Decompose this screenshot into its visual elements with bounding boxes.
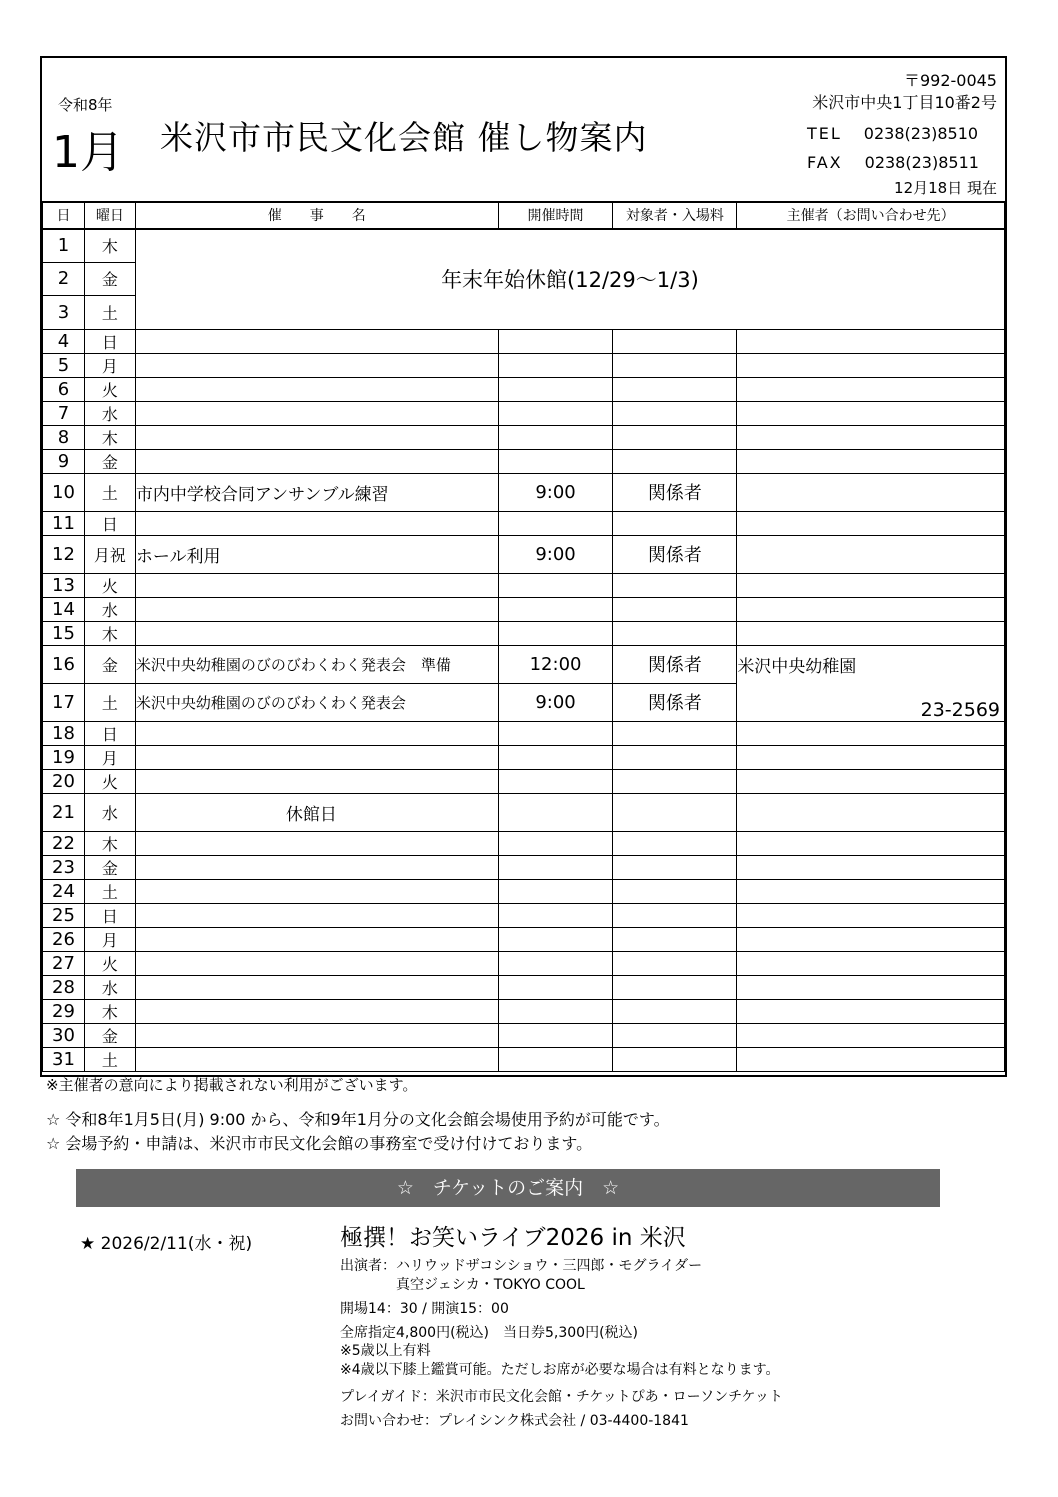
table-row xyxy=(43,879,1005,903)
weekday: 日 xyxy=(84,511,135,535)
event-audience xyxy=(613,903,737,927)
table-row xyxy=(43,329,1005,353)
address: 米沢市中央1丁目10番2号 xyxy=(812,93,997,112)
event-organizer xyxy=(737,329,1005,353)
table-row xyxy=(43,511,1005,535)
day-number: 11 xyxy=(43,511,85,535)
weekday: 水 xyxy=(84,975,135,999)
tel-label: TEL xyxy=(807,124,842,143)
event-time xyxy=(498,425,613,449)
event-organizer xyxy=(737,951,1005,975)
event-audience xyxy=(613,329,737,353)
fax-line xyxy=(807,153,979,172)
event-time xyxy=(498,831,613,855)
weekday: 水 xyxy=(84,793,135,831)
weekday: 木 xyxy=(84,999,135,1023)
month-label: 1月 xyxy=(52,127,124,178)
day-number: 13 xyxy=(43,573,85,597)
fax-label: FAX xyxy=(807,153,843,172)
day-number: 26 xyxy=(43,927,85,951)
weekday: 日 xyxy=(84,329,135,353)
event-time xyxy=(498,1023,613,1047)
event-audience: 関係者 xyxy=(613,535,737,573)
weekday: 土 xyxy=(84,1047,135,1071)
ticket-detail-line: 全席指定4,800円(税込) 当日券5,300円(税込) xyxy=(340,1325,639,1341)
fax-number: 0238(23)8511 xyxy=(864,153,979,172)
day-number: 18 xyxy=(43,721,85,745)
event-organizer xyxy=(737,377,1005,401)
event-organizer xyxy=(737,511,1005,535)
table-row xyxy=(43,793,1005,831)
event-time xyxy=(498,745,613,769)
table-row xyxy=(43,621,1005,645)
day-number: 28 xyxy=(43,975,85,999)
event-organizer xyxy=(737,425,1005,449)
event-audience xyxy=(613,573,737,597)
event-audience: 関係者 xyxy=(613,645,737,683)
event-organizer xyxy=(737,769,1005,793)
ticket-section-heading: ☆ チケットのご案内 ☆ xyxy=(76,1169,940,1207)
day-number: 24 xyxy=(43,879,85,903)
weekday: 水 xyxy=(84,597,135,621)
table-row xyxy=(43,645,1005,683)
postal-code: 〒992-0045 xyxy=(903,71,997,90)
tel-number: 0238(23)8510 xyxy=(863,124,979,143)
event-name xyxy=(135,721,498,745)
ticket-detail-line: 真空ジェシカ・TOKYO COOL xyxy=(340,1277,585,1293)
table-row xyxy=(43,1047,1005,1071)
event-name xyxy=(135,879,498,903)
event-audience xyxy=(613,831,737,855)
application-note: ☆ 会場予約・申請は、米沢市市民文化会館の事務室で受け付けております。 xyxy=(46,1134,593,1153)
table-header-row xyxy=(43,202,1005,230)
weekday: 木 xyxy=(84,229,135,262)
event-name: 米沢中央幼稚園のびのびわくわく発表会 準備 xyxy=(135,645,498,683)
weekday: 火 xyxy=(84,573,135,597)
event-name xyxy=(135,573,498,597)
event-name xyxy=(135,975,498,999)
table-row xyxy=(43,473,1005,511)
weekday: 火 xyxy=(84,377,135,401)
event-audience xyxy=(613,769,737,793)
weekday: 月 xyxy=(84,927,135,951)
event-time xyxy=(498,903,613,927)
table-row xyxy=(43,377,1005,401)
weekday: 月 xyxy=(84,353,135,377)
ticket-detail-line: プレイガイド：米沢市市民文化会館・チケットぴあ・ローソンチケット xyxy=(340,1389,783,1405)
weekday: 土 xyxy=(84,295,135,329)
event-organizer xyxy=(737,745,1005,769)
weekday: 土 xyxy=(84,473,135,511)
event-time xyxy=(498,621,613,645)
col-organizer: 主催者（お問い合わせ先） xyxy=(737,202,1005,230)
event-organizer xyxy=(737,401,1005,425)
day-number: 7 xyxy=(43,401,85,425)
event-name: 市内中学校合同アンサンブル練習 xyxy=(135,473,498,511)
ticket-detail-line: お問い合わせ：プレイシンク株式会社 / 03-4400-1841 xyxy=(340,1413,689,1429)
weekday: 土 xyxy=(84,683,135,721)
event-name xyxy=(135,855,498,879)
organizer-name: 米沢中央幼稚園 xyxy=(737,656,857,677)
table-row xyxy=(43,449,1005,473)
weekday: 金 xyxy=(84,645,135,683)
weekday: 日 xyxy=(84,721,135,745)
day-number: 5 xyxy=(43,353,85,377)
event-time xyxy=(498,353,613,377)
event-audience xyxy=(613,793,737,831)
event-audience xyxy=(613,855,737,879)
event-name xyxy=(135,597,498,621)
day-number: 25 xyxy=(43,903,85,927)
weekday: 金 xyxy=(84,1023,135,1047)
schedule-header xyxy=(42,58,1005,203)
weekday: 土 xyxy=(84,879,135,903)
event-time xyxy=(498,721,613,745)
day-number: 14 xyxy=(43,597,85,621)
event-organizer xyxy=(737,353,1005,377)
ticket-event-date: ★ 2026/2/11(水・祝) xyxy=(80,1234,253,1254)
ticket-detail-line: ※4歳以下膝上鑑賞可能。ただしお席が必要な場合は有料となります。 xyxy=(340,1362,780,1378)
day-number: 15 xyxy=(43,621,85,645)
weekday: 火 xyxy=(84,769,135,793)
event-name xyxy=(135,903,498,927)
day-number: 31 xyxy=(43,1047,85,1071)
event-name: 米沢中央幼稚園のびのびわくわく発表会 xyxy=(135,683,498,721)
day-number: 21 xyxy=(43,793,85,831)
table-row xyxy=(43,425,1005,449)
event-time: 9:00 xyxy=(498,683,613,721)
era-label: 令和8年 xyxy=(58,96,113,114)
table-row xyxy=(43,401,1005,425)
event-organizer xyxy=(737,721,1005,745)
event-organizer xyxy=(737,473,1005,511)
event-audience xyxy=(613,1047,737,1071)
table-row xyxy=(43,975,1005,999)
event-organizer xyxy=(737,855,1005,879)
event-name xyxy=(135,329,498,353)
page-title: 米沢市市民文化会館 催し物案内 xyxy=(160,118,648,157)
col-day: 日 xyxy=(43,202,85,230)
event-audience: 関係者 xyxy=(613,683,737,721)
event-organizer xyxy=(737,879,1005,903)
event-audience xyxy=(613,975,737,999)
day-number: 6 xyxy=(43,377,85,401)
table-row xyxy=(43,999,1005,1023)
weekday: 木 xyxy=(84,425,135,449)
event-organizer xyxy=(737,449,1005,473)
day-number: 8 xyxy=(43,425,85,449)
event-name xyxy=(135,425,498,449)
event-name xyxy=(135,449,498,473)
event-time: 9:00 xyxy=(498,473,613,511)
day-number: 12 xyxy=(43,535,85,573)
event-time xyxy=(498,573,613,597)
event-audience xyxy=(613,1023,737,1047)
event-name xyxy=(135,745,498,769)
weekday: 日 xyxy=(84,903,135,927)
event-organizer xyxy=(737,573,1005,597)
event-audience xyxy=(613,597,737,621)
event-time: 12:00 xyxy=(498,645,613,683)
day-number: 9 xyxy=(43,449,85,473)
event-audience xyxy=(613,745,737,769)
table-row xyxy=(43,721,1005,745)
table-row xyxy=(43,597,1005,621)
day-number: 19 xyxy=(43,745,85,769)
event-name xyxy=(135,999,498,1023)
event-time xyxy=(498,1047,613,1071)
event-name xyxy=(135,511,498,535)
event-organizer xyxy=(737,1047,1005,1071)
ticket-detail-line: 出演者：ハリウッドザコシショウ・三四郎・モグライダー xyxy=(340,1258,703,1274)
table-row xyxy=(43,1023,1005,1047)
event-time xyxy=(498,927,613,951)
weekday: 火 xyxy=(84,951,135,975)
weekday: 金 xyxy=(84,855,135,879)
event-name xyxy=(135,377,498,401)
event-audience xyxy=(613,879,737,903)
event-name: ホール利用 xyxy=(135,535,498,573)
weekday: 金 xyxy=(84,262,135,295)
table-row xyxy=(43,831,1005,855)
weekday: 月 xyxy=(84,745,135,769)
closure-notice: 年末年始休館(12/29～1/3) xyxy=(135,229,1004,329)
disclaimer-note: ※主催者の意向により掲載されない利用がございます。 xyxy=(46,1076,418,1094)
event-audience xyxy=(613,721,737,745)
event-name xyxy=(135,951,498,975)
event-name xyxy=(135,401,498,425)
event-audience xyxy=(613,353,737,377)
event-name xyxy=(135,621,498,645)
event-time: 9:00 xyxy=(498,535,613,573)
day-number: 22 xyxy=(43,831,85,855)
event-audience xyxy=(613,621,737,645)
event-name xyxy=(135,1023,498,1047)
day-number: 29 xyxy=(43,999,85,1023)
event-audience xyxy=(613,511,737,535)
event-name xyxy=(135,769,498,793)
ticket-detail-line: 開場14：30 / 開演15：00 xyxy=(340,1301,509,1317)
weekday: 金 xyxy=(84,449,135,473)
table-row xyxy=(43,229,1005,262)
day-number: 1 xyxy=(43,229,85,262)
col-audience: 対象者・入場料 xyxy=(613,202,737,230)
ticket-detail-line: ※5歳以上有料 xyxy=(340,1343,431,1359)
col-event: 催 事 名 xyxy=(135,202,498,230)
event-time xyxy=(498,511,613,535)
event-organizer xyxy=(737,535,1005,573)
event-audience xyxy=(613,377,737,401)
table-row xyxy=(43,903,1005,927)
event-time xyxy=(498,999,613,1023)
event-organizer xyxy=(737,793,1005,831)
event-time xyxy=(498,793,613,831)
event-time xyxy=(498,769,613,793)
reservation-note: ☆ 令和8年1月5日(月) 9:00 から、令和9年1月分の文化会館会場使用予約が可能です。 xyxy=(46,1110,670,1129)
event-name xyxy=(135,353,498,377)
day-number: 17 xyxy=(43,683,85,721)
event-audience xyxy=(613,425,737,449)
event-organizer xyxy=(737,927,1005,951)
event-organizer xyxy=(737,903,1005,927)
as-of-date: 12月18日 現在 xyxy=(894,179,997,197)
table-row xyxy=(43,535,1005,573)
event-organizer xyxy=(737,621,1005,645)
day-number: 4 xyxy=(43,329,85,353)
organizer-phone: 23-2569 xyxy=(920,698,1000,721)
event-time xyxy=(498,401,613,425)
event-audience xyxy=(613,401,737,425)
event-organizer xyxy=(737,975,1005,999)
event-time xyxy=(498,449,613,473)
event-audience: 関係者 xyxy=(613,473,737,511)
table-row xyxy=(43,573,1005,597)
schedule-frame xyxy=(40,56,1007,1077)
event-name: 休館日 xyxy=(135,793,498,831)
table-row xyxy=(43,951,1005,975)
day-number: 3 xyxy=(43,295,85,329)
table-row xyxy=(43,855,1005,879)
day-number: 2 xyxy=(43,262,85,295)
event-time xyxy=(498,377,613,401)
tel-line xyxy=(807,124,978,143)
event-time xyxy=(498,329,613,353)
weekday: 木 xyxy=(84,621,135,645)
event-organizer xyxy=(737,999,1005,1023)
table-row xyxy=(43,745,1005,769)
day-number: 23 xyxy=(43,855,85,879)
weekday: 水 xyxy=(84,401,135,425)
event-audience xyxy=(613,927,737,951)
event-time xyxy=(498,879,613,903)
event-audience xyxy=(613,951,737,975)
table-row xyxy=(43,353,1005,377)
day-number: 27 xyxy=(43,951,85,975)
event-time xyxy=(498,975,613,999)
event-audience xyxy=(613,449,737,473)
event-audience xyxy=(613,999,737,1023)
event-time xyxy=(498,597,613,621)
ticket-event-title: 極撰！お笑いライブ2026 in 米沢 xyxy=(340,1225,686,1251)
day-number: 30 xyxy=(43,1023,85,1047)
col-weekday: 曜日 xyxy=(84,202,135,230)
event-organizer xyxy=(737,831,1005,855)
event-time xyxy=(498,951,613,975)
col-time: 開催時間 xyxy=(498,202,613,230)
weekday: 月祝 xyxy=(84,535,135,573)
event-name xyxy=(135,1047,498,1071)
event-organizer xyxy=(737,597,1005,621)
day-number: 16 xyxy=(43,645,85,683)
event-name xyxy=(135,831,498,855)
weekday: 木 xyxy=(84,831,135,855)
event-name xyxy=(135,927,498,951)
event-calendar-table xyxy=(42,201,1005,1072)
table-row xyxy=(43,927,1005,951)
day-number: 20 xyxy=(43,769,85,793)
table-row xyxy=(43,769,1005,793)
event-organizer xyxy=(737,645,1005,721)
day-number: 10 xyxy=(43,473,85,511)
event-organizer xyxy=(737,1023,1005,1047)
event-time xyxy=(498,855,613,879)
